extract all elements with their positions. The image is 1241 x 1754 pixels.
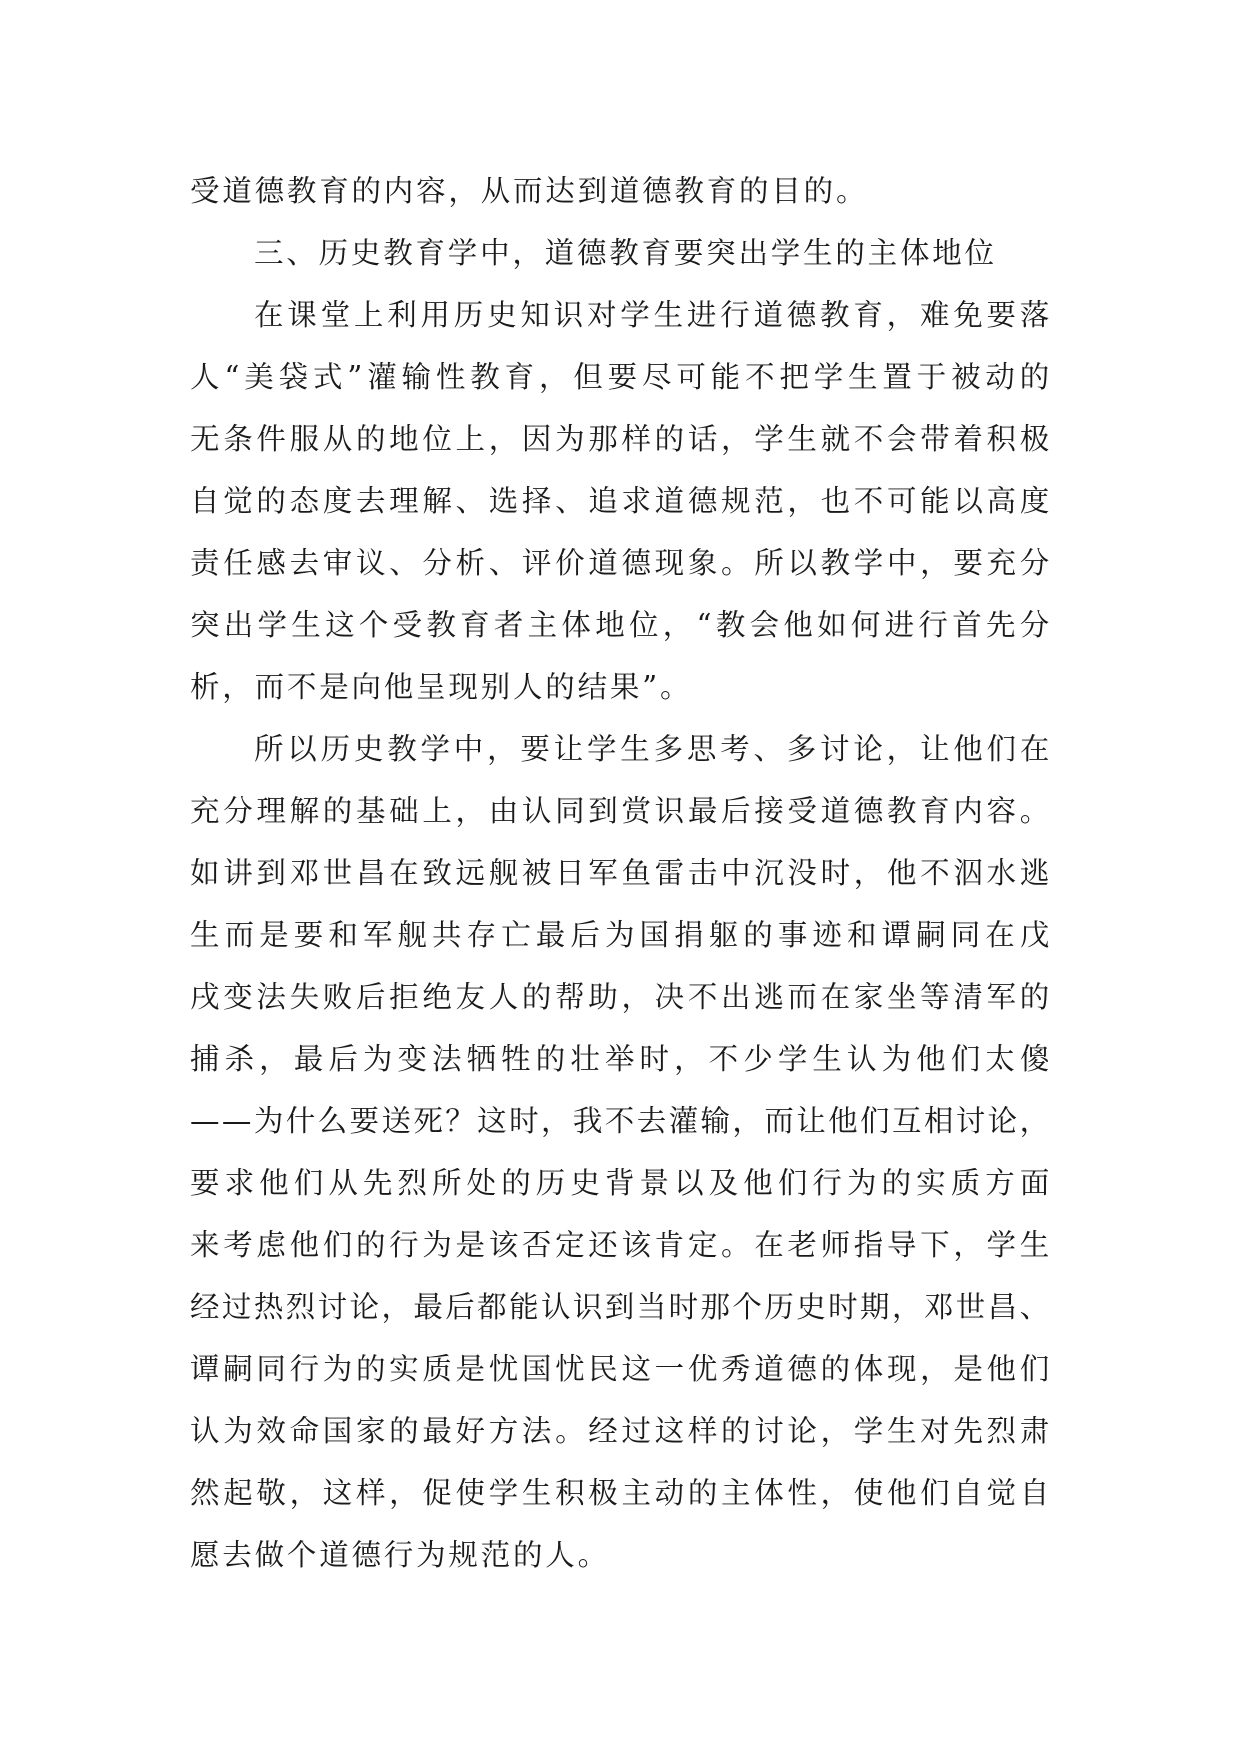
text-line: 自 觉 的 态 度 去 理 解 、 选 择 、 追 求 道 德 规 范 ， 也 不 可 能 以 高 度 <box>190 484 1050 518</box>
text-line: 来 考 虑 他 们 的 行 为 是 该 否 定 还 该 肯 定 。 在 老 师 指 导 下 ， 学 生 <box>190 1228 1050 1262</box>
text-line: 人 “ 美 袋 式 ” 灌 输 性 教 育 ， 但 要 尽 可 能 不 把 学 生 置 于 被 动 的 <box>190 360 1050 394</box>
text-line: 生 而 是 要 和 军 舰 共 存 亡 最 后 为 国 捐 躯 的 事 迹 和 谭 嗣 同 在 戊 <box>190 918 1050 952</box>
text-line: 受 道 德 教 育 的 内 容 ， 从 而 达 到 道 德 教 育 的 目 的 。 <box>190 174 867 208</box>
text-line: 戌 变 法 失 败 后 拒 绝 友 人 的 帮 助 ， 决 不 出 逃 而 在 家 坐 等 清 军 的 <box>190 980 1050 1014</box>
text-line: — — 为 什 么 要 送 死 ？ 这 时 ， 我 不 去 灌 输 ， 而 让 他 们 互 相 讨 论 ， <box>190 1104 1050 1138</box>
text-line: 要 求 他 们 从 先 烈 所 处 的 历 史 背 景 以 及 他 们 行 为 的 实 质 方 面 <box>190 1166 1050 1200</box>
text-line: 突 出 学 生 这 个 受 教 育 者 主 体 地 位 ， “ 教 会 他 如 何 进 行 首 先 分 <box>190 608 1050 642</box>
text-line: 析 ， 而 不 是 向 他 呈 现 别 人 的 结 果 ” 。 <box>190 670 691 704</box>
text-line: 认 为 效 命 国 家 的 最 好 方 法 。 经 过 这 样 的 讨 论 ， 学 生 对 先 烈 肃 <box>190 1414 1050 1448</box>
text-line: 然 起 敬 ， 这 样 ， 促 使 学 生 积 极 主 动 的 主 体 性 ， 使 他 们 自 觉 自 <box>190 1476 1050 1510</box>
text-line: 如 讲 到 邓 世 昌 在 致 远 舰 被 日 军 鱼 雷 击 中 沉 没 时 ， 他 不 泅 水 逃 <box>190 856 1050 890</box>
paragraph-first-line: 在 课 堂 上 利 用 历 史 知 识 对 学 生 进 行 道 德 教 育 ， 难 免 要 落 <box>254 298 1050 332</box>
text-line: 充 分 理 解 的 基 础 上 ， 由 认 同 到 赏 识 最 后 接 受 道 德 教 育 内 容 。 <box>190 794 1050 828</box>
text-line: 谭 嗣 同 行 为 的 实 质 是 忧 国 忧 民 这 一 优 秀 道 德 的 体 现 ， 是 他 们 <box>190 1352 1050 1386</box>
text-line: 捕 杀 ， 最 后 为 变 法 牺 牲 的 壮 举 时 ， 不 少 学 生 认 为 他 们 太 傻 <box>190 1042 1050 1076</box>
text-line: 愿 去 做 个 道 德 行 为 规 范 的 人 。 <box>190 1538 608 1572</box>
text-line: 责 任 感 去 审 议 、 分 析 、 评 价 道 德 现 象 。 所 以 教 学 中 ， 要 充 分 <box>190 546 1050 580</box>
text-line: 无 条 件 服 从 的 地 位 上 ， 因 为 那 样 的 话 ， 学 生 就 不 会 带 着 积 极 <box>190 422 1050 456</box>
text-line: 经 过 热 烈 讨 论 ， 最 后 都 能 认 识 到 当 时 那 个 历 史 时 期 ， 邓 世 昌 、 <box>190 1290 1050 1324</box>
paragraph-first-line: 所 以 历 史 教 学 中 ， 要 让 学 生 多 思 考 、 多 讨 论 ， 让 他 们 在 <box>254 732 1050 766</box>
paragraph-first-line: 三 、 历 史 教 育 学 中 ， 道 德 教 育 要 突 出 学 生 的 主 体 地 位 <box>254 236 995 270</box>
body-text <box>190 160 1050 1586</box>
